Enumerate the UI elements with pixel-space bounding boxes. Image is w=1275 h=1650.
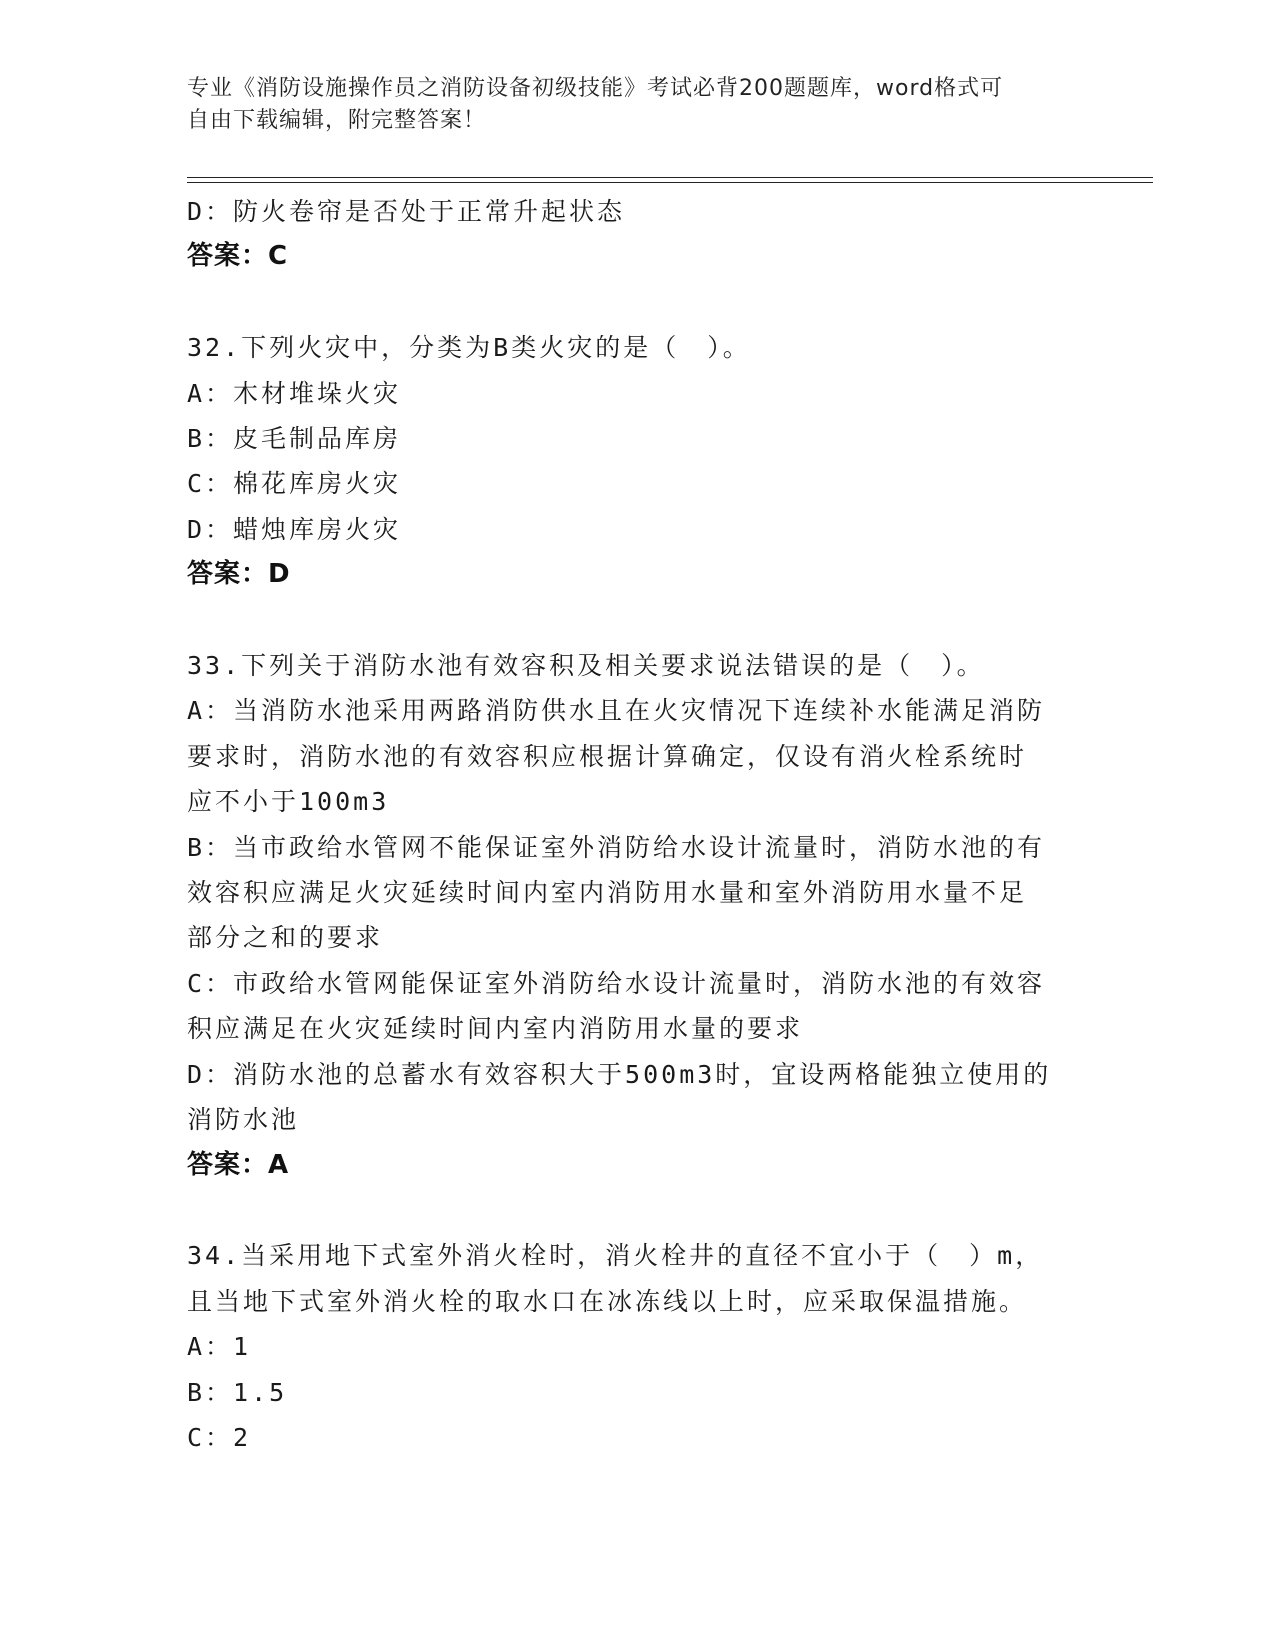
document-body xyxy=(187,189,1087,1460)
header-line-1: 专业《消防设施操作员之消防设备初级技能》考试必背200题题库，word格式可 xyxy=(187,76,1004,101)
header-line-2: 自由下载编辑，附完整答案！ xyxy=(187,108,487,133)
q33-option-a-line-1: A：当消防水池采用两路消防供水且在火灾情况下连续补水能满足消防 xyxy=(187,696,1046,726)
q32-option-d: D：蜡烛库房火灾 xyxy=(187,514,402,544)
q31-answer: 答案：C xyxy=(187,241,289,272)
q32-option-a: A：木材堆垛火灾 xyxy=(187,378,402,408)
q34-stem-line-1: 34.当采用地下式室外消火栓时，消火栓井的直径不宜小于（ ）m， xyxy=(187,1241,1044,1271)
q34-option-a: A：1 xyxy=(187,1332,252,1362)
q33-option-b-line-2: 效容积应满足火灾延续时间内室内消防用水量和室外消防用水量不足 xyxy=(187,878,1028,908)
q33-option-c-line-2: 积应满足在火灾延续时间内室内消防用水量的要求 xyxy=(187,1014,804,1044)
question-31-tail xyxy=(187,189,1087,280)
q34-option-c: C：2 xyxy=(187,1422,252,1452)
q33-option-c-line-1: C：市政给水管网能保证室外消防给水设计流量时，消防水池的有效容 xyxy=(187,968,1046,998)
q33-answer: 答案：A xyxy=(187,1149,290,1180)
question-34 xyxy=(187,1233,1087,1460)
q32-option-b: B：皮毛制品库房 xyxy=(187,424,402,454)
q34-stem-line-2: 且当地下式室外消火栓的取水口在冰冻线以上时，应采取保温措施。 xyxy=(187,1286,1028,1316)
q33-option-d-line-1: D：消防水池的总蓄水有效容积大于500m3时，宜设两格能独立使用的 xyxy=(187,1059,1052,1089)
question-33 xyxy=(187,643,1087,1188)
q34-option-b: B：1.5 xyxy=(187,1377,288,1407)
q33-option-a-line-2: 要求时，消防水池的有效容积应根据计算确定，仅设有消火栓系统时 xyxy=(187,741,1028,771)
q33-option-a-line-3: 应不小于100m3 xyxy=(187,787,390,817)
q32-stem: 32.下列火灾中，分类为B类火灾的是（ ）。 xyxy=(187,333,751,363)
q33-option-b-line-3: 部分之和的要求 xyxy=(187,923,384,953)
page-header xyxy=(187,73,1067,137)
spacer xyxy=(187,598,1087,643)
spacer xyxy=(187,1188,1087,1233)
q31-option-d: D：防火卷帘是否处于正常升起状态 xyxy=(187,197,626,226)
q32-option-c: C：棉花库房火灾 xyxy=(187,469,402,499)
q33-stem: 33.下列关于消防水池有效容积及相关要求说法错误的是（ ）。 xyxy=(187,651,985,681)
q33-option-b-line-1: B：当市政给水管网不能保证室外消防给水设计流量时，消防水池的有 xyxy=(187,832,1046,862)
question-32 xyxy=(187,325,1087,597)
q33-option-d-line-2: 消防水池 xyxy=(187,1105,300,1135)
spacer xyxy=(187,280,1087,325)
q32-answer: 答案：D xyxy=(187,559,291,590)
header-double-rule xyxy=(187,177,1153,183)
